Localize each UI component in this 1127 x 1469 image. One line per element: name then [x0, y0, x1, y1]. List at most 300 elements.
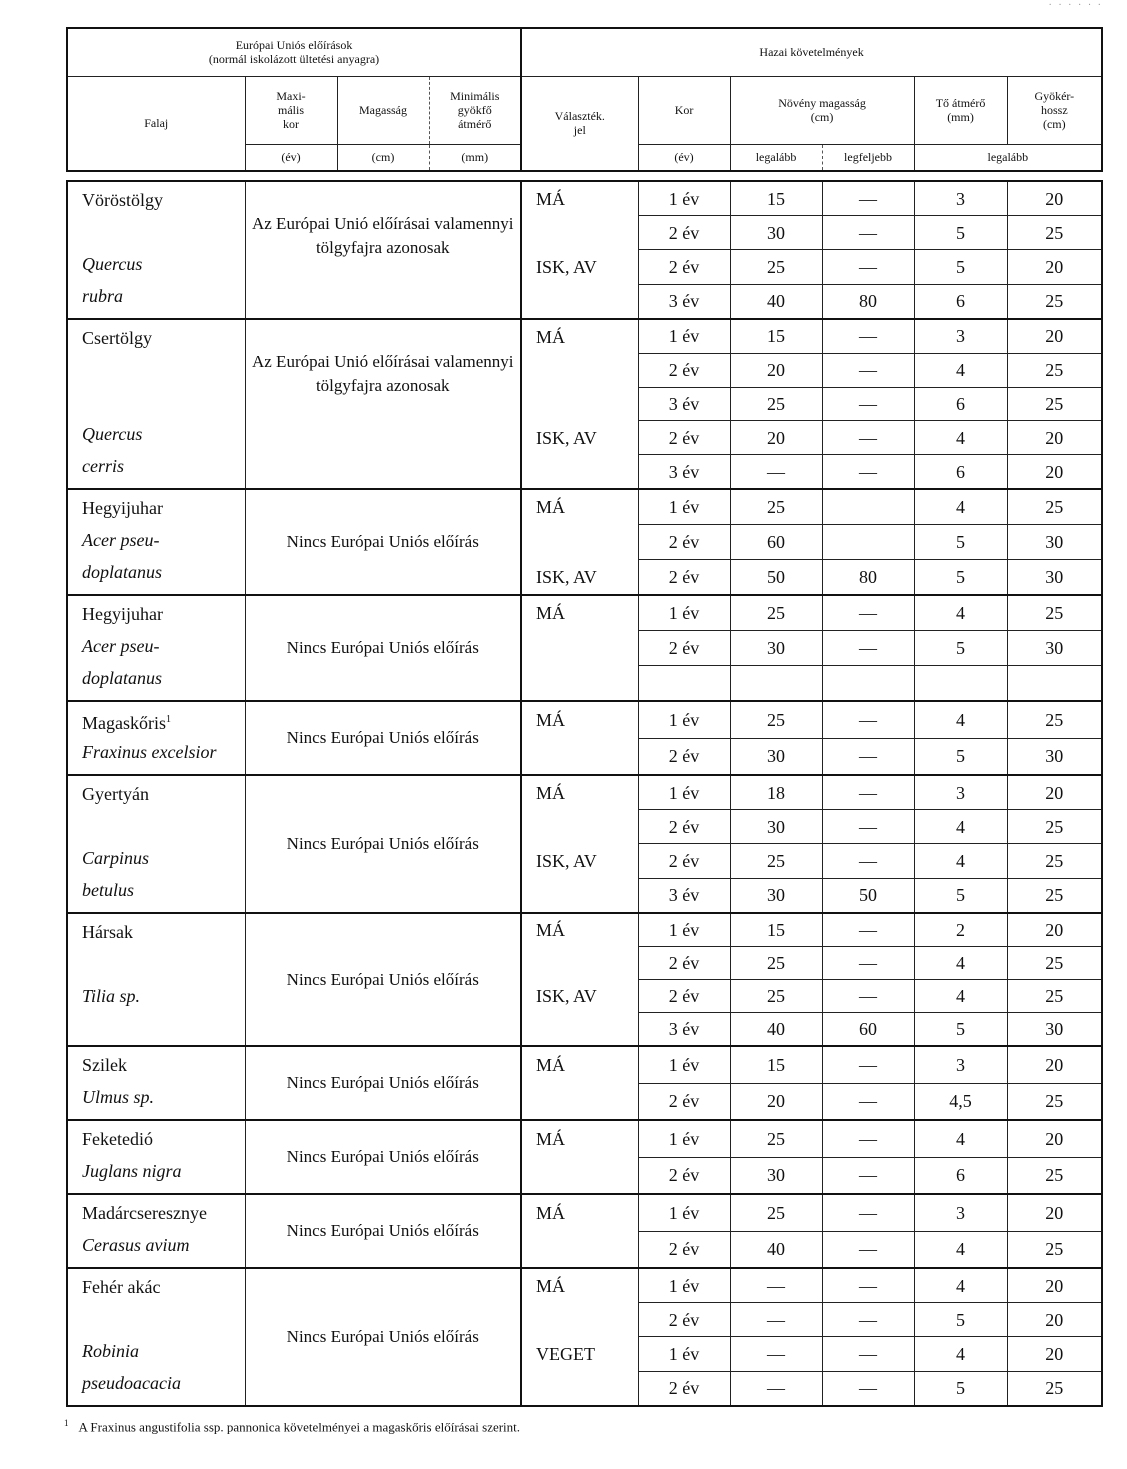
eu-title-cell — [67, 28, 521, 76]
to-atmero-cell: 5 — [914, 559, 1007, 595]
kor-cell: 2 év — [638, 844, 730, 878]
kor-cell: 3 év — [638, 455, 730, 489]
table-row — [67, 775, 1102, 810]
footnote-marker: 1 — [64, 1418, 69, 1428]
max-height-cell — [822, 489, 914, 525]
kor-cell: 1 év — [638, 489, 730, 525]
kor-cell: 2 év — [638, 250, 730, 284]
eu-requirement: Az Európai Unió előírásai valamennyi tölgyfajra azonosak — [245, 181, 521, 319]
name-text: Juglans nigra — [82, 1161, 182, 1181]
to-atmero-cell: 5 — [914, 1013, 1007, 1047]
unit-mm: (mm) — [429, 144, 521, 171]
valasztek-cell — [521, 947, 638, 980]
to-atmero-cell: 4 — [914, 353, 1007, 387]
valasztek-cell: ISK, AV — [521, 421, 638, 455]
max-height-cell: — — [822, 1337, 914, 1371]
latin-name-line — [82, 742, 245, 774]
gyokerhossz-cell: 25 — [1007, 1371, 1102, 1406]
col-min-gyokfo: Minimális gyökfő átmérő — [429, 76, 521, 144]
min-height-cell: 25 — [730, 844, 822, 878]
to-atmero-cell: 4 — [914, 844, 1007, 878]
name-text: Hegyijuhar — [82, 604, 163, 624]
table-row — [67, 1046, 1102, 1083]
valasztek-cell — [521, 525, 638, 560]
latin-name-line — [82, 1373, 245, 1405]
min-height-cell: 25 — [730, 489, 822, 525]
table-body — [66, 180, 1103, 1407]
min-height-cell: — — [730, 1268, 822, 1303]
gyokerhossz-cell: 20 — [1007, 1120, 1102, 1157]
to-atmero-cell: 4 — [914, 595, 1007, 631]
label-legfeljebb: legfeljebb — [822, 144, 914, 171]
max-height-cell: — — [822, 738, 914, 775]
gyokerhossz-cell: 30 — [1007, 631, 1102, 666]
table-row — [67, 181, 1102, 216]
latin-name-line — [82, 986, 245, 1018]
table-rows — [67, 181, 1102, 1406]
unit-ev: (év) — [245, 144, 337, 171]
max-height-cell: — — [822, 1120, 914, 1157]
valasztek-cell: MÁ — [521, 1194, 638, 1231]
latin-name-line — [82, 668, 245, 700]
max-height-cell: — — [822, 250, 914, 284]
name-text: Hársak — [82, 922, 133, 942]
min-height-cell: 30 — [730, 878, 822, 913]
gyokerhossz-cell: 20 — [1007, 913, 1102, 947]
min-height-cell: 15 — [730, 319, 822, 353]
gyokerhossz-cell: 20 — [1007, 1268, 1102, 1303]
to-atmero-cell: 5 — [914, 738, 1007, 775]
corner-marks: · · · · · · — [1048, 0, 1103, 11]
max-height-cell: — — [822, 1268, 914, 1303]
common-name-line — [82, 190, 245, 222]
valasztek-cell — [521, 353, 638, 387]
gyokerhossz-cell: 20 — [1007, 1194, 1102, 1231]
max-height-cell: — — [822, 1303, 914, 1337]
to-atmero-cell: 5 — [914, 216, 1007, 250]
kor-cell: 1 év — [638, 1120, 730, 1157]
latin-name-line — [82, 562, 245, 594]
name-text: Ulmus sp. — [82, 1087, 155, 1107]
max-height-cell: — — [822, 947, 914, 980]
col-valasztek: Választék. jel — [521, 76, 638, 171]
valasztek-cell — [521, 1013, 638, 1047]
min-height-cell: 25 — [730, 1120, 822, 1157]
kor-cell: 2 év — [638, 353, 730, 387]
species-name-cell — [67, 1046, 245, 1120]
table-row — [67, 913, 1102, 947]
kor-cell: 2 év — [638, 559, 730, 595]
eu-requirement: Nincs Európai Uniós előírás — [245, 1268, 521, 1406]
name-text: Szilek — [82, 1055, 127, 1075]
to-atmero-cell: 3 — [914, 319, 1007, 353]
kor-cell: 2 év — [638, 525, 730, 560]
name-text: Csertölgy — [82, 328, 152, 348]
max-height-cell: — — [822, 319, 914, 353]
col-maxi-kor: Maxi- mális kor — [245, 76, 337, 144]
to-atmero-cell: 5 — [914, 878, 1007, 913]
name-text: Madárcseresznye — [82, 1203, 207, 1223]
valasztek-cell — [521, 1083, 638, 1120]
min-height-cell: 25 — [730, 701, 822, 738]
max-height-cell: — — [822, 844, 914, 878]
min-height-cell: 18 — [730, 775, 822, 810]
to-atmero-cell: 4 — [914, 701, 1007, 738]
valasztek-cell — [521, 455, 638, 489]
kor-cell: 2 év — [638, 947, 730, 980]
to-atmero-cell: 5 — [914, 1303, 1007, 1337]
min-height-cell: — — [730, 1371, 822, 1406]
name-text: Hegyijuhar — [82, 498, 163, 518]
valasztek-cell: MÁ — [521, 489, 638, 525]
kor-cell: 1 év — [638, 181, 730, 216]
to-atmero-cell: 4 — [914, 1268, 1007, 1303]
species-name-cell — [67, 181, 245, 319]
valasztek-cell: MÁ — [521, 181, 638, 216]
name-text: Quercus — [82, 424, 143, 444]
to-atmero-cell: 4 — [914, 1120, 1007, 1157]
name-text: doplatanus — [82, 668, 163, 688]
max-height-cell: — — [822, 1046, 914, 1083]
max-height-cell: 50 — [822, 878, 914, 913]
species-name-cell — [67, 489, 245, 595]
min-height-cell: 25 — [730, 387, 822, 421]
eu-requirement: Az Európai Unió előírásai valamennyi tölgyfajra azonosak — [245, 319, 521, 489]
latin-name-line — [82, 424, 245, 456]
min-height-cell: 25 — [730, 250, 822, 284]
name-text: cerris — [82, 456, 124, 476]
valasztek-cell: ISK, AV — [521, 844, 638, 878]
kor-cell: 2 év — [638, 738, 730, 775]
max-height-cell: — — [822, 1194, 914, 1231]
kor-cell: 2 év — [638, 1083, 730, 1120]
kor-cell: 1 év — [638, 1337, 730, 1371]
eu-requirement: Nincs Európai Uniós előírás — [245, 775, 521, 913]
gyokerhossz-cell: 25 — [1007, 353, 1102, 387]
valasztek-cell — [521, 216, 638, 250]
valasztek-cell: MÁ — [521, 595, 638, 631]
gyokerhossz-cell: 20 — [1007, 1303, 1102, 1337]
min-height-cell: 40 — [730, 284, 822, 319]
unit-cm: (cm) — [337, 144, 429, 171]
footnote-text: A Fraxinus angustifolia ssp. pannonica követelményei a magaskőris előírásai szerint. — [78, 1419, 521, 1435]
species-name-cell — [67, 595, 245, 701]
to-atmero-cell: 4 — [914, 980, 1007, 1013]
to-atmero-cell: 4 — [914, 1337, 1007, 1371]
kor-cell: 1 év — [638, 1268, 730, 1303]
eu-title: Európai Uniós előírások — [235, 38, 353, 53]
to-atmero-cell: 4 — [914, 947, 1007, 980]
valasztek-cell: MÁ — [521, 913, 638, 947]
species-name-cell — [67, 1120, 245, 1194]
table-row — [67, 595, 1102, 631]
max-height-cell: — — [822, 1083, 914, 1120]
valasztek-cell — [521, 1157, 638, 1194]
min-height-cell: 25 — [730, 1194, 822, 1231]
gyokerhossz-cell: 30 — [1007, 738, 1102, 775]
latin-name-line — [82, 456, 245, 488]
to-atmero-cell: 3 — [914, 1194, 1007, 1231]
latin-name-line — [82, 1341, 245, 1373]
name-text: pseudoacacia — [82, 1373, 181, 1393]
col-to-atmero: Tő átmérő (mm) — [914, 76, 1007, 144]
gyokerhossz-cell: 20 — [1007, 421, 1102, 455]
kor-cell: 1 év — [638, 1194, 730, 1231]
kor-cell: 2 év — [638, 1303, 730, 1337]
max-height-cell — [822, 665, 914, 701]
max-height-cell: — — [822, 353, 914, 387]
valasztek-cell: MÁ — [521, 775, 638, 810]
latin-name-line — [82, 1087, 245, 1119]
kor-cell: 2 év — [638, 980, 730, 1013]
kor-cell: 2 év — [638, 421, 730, 455]
common-name-line — [82, 392, 245, 424]
kor-cell: 1 év — [638, 913, 730, 947]
common-name-line — [82, 222, 245, 254]
latin-name-line — [82, 254, 245, 286]
latin-name-line — [82, 286, 245, 318]
valasztek-cell: ISK, AV — [521, 980, 638, 1013]
label-legalabb: legalább — [730, 144, 822, 171]
name-text: betulus — [82, 880, 134, 900]
common-name-line — [82, 1309, 245, 1341]
gyokerhossz-cell: 25 — [1007, 844, 1102, 878]
gyokerhossz-cell: 25 — [1007, 701, 1102, 738]
common-name-line — [82, 328, 245, 360]
gyokerhossz-cell: 30 — [1007, 559, 1102, 595]
hazai-title: Hazai követelmények — [521, 28, 1102, 76]
name-text: Robinia — [82, 1341, 139, 1361]
kor-cell: 2 év — [638, 1231, 730, 1268]
valasztek-cell: ISK, AV — [521, 559, 638, 595]
gyokerhossz-cell: 25 — [1007, 595, 1102, 631]
min-height-cell: 30 — [730, 1157, 822, 1194]
gyokerhossz-cell: 30 — [1007, 1013, 1102, 1047]
name-text: Fraxinus excelsior — [82, 742, 217, 762]
gyokerhossz-cell: 20 — [1007, 250, 1102, 284]
common-name-line — [82, 1129, 245, 1161]
name-text: Acer pseu- — [82, 636, 160, 656]
valasztek-cell: VEGET — [521, 1337, 638, 1371]
common-name-line — [82, 816, 245, 848]
kor-cell: 2 év — [638, 631, 730, 666]
gyokerhossz-cell: 25 — [1007, 810, 1102, 844]
name-text: Feketedió — [82, 1129, 153, 1149]
label-legalabb-2: legalább — [914, 144, 1102, 171]
name-text: Acer pseu- — [82, 530, 160, 550]
gyokerhossz-cell: 20 — [1007, 775, 1102, 810]
min-height-cell: 20 — [730, 353, 822, 387]
to-atmero-cell: 4 — [914, 1231, 1007, 1268]
max-height-cell: 60 — [822, 1013, 914, 1047]
name-text: Vöröstölgy — [82, 190, 163, 210]
common-name-line — [82, 710, 245, 742]
common-name-line — [82, 1055, 245, 1087]
valasztek-cell: ISK, AV — [521, 250, 638, 284]
latin-name-line — [82, 530, 245, 562]
to-atmero-cell: 4,5 — [914, 1083, 1007, 1120]
kor-cell: 3 év — [638, 387, 730, 421]
footnote — [64, 1418, 520, 1435]
species-name-cell — [67, 775, 245, 913]
valasztek-cell: MÁ — [521, 701, 638, 738]
col-magassag: Magasság — [337, 76, 429, 144]
common-name-line — [82, 784, 245, 816]
col-noveny-magassag: Növény magasság (cm) — [730, 76, 914, 144]
min-height-cell: 30 — [730, 738, 822, 775]
gyokerhossz-cell: 25 — [1007, 980, 1102, 1013]
table-header — [66, 27, 1103, 172]
to-atmero-cell: 5 — [914, 250, 1007, 284]
min-height-cell: 60 — [730, 525, 822, 560]
species-name-cell — [67, 1268, 245, 1406]
name-text: Fehér akác — [82, 1277, 161, 1297]
valasztek-cell — [521, 665, 638, 701]
species-name-cell — [67, 319, 245, 489]
to-atmero-cell: 6 — [914, 455, 1007, 489]
max-height-cell: — — [822, 216, 914, 250]
name-text: Magaskőris — [82, 713, 166, 733]
table-row — [67, 1268, 1102, 1303]
max-height-cell: — — [822, 181, 914, 216]
name-text: Tilia sp. — [82, 986, 141, 1006]
latin-name-line — [82, 636, 245, 668]
valasztek-cell — [521, 1303, 638, 1337]
min-height-cell: 20 — [730, 421, 822, 455]
eu-requirement: Nincs Európai Uniós előírás — [245, 595, 521, 701]
max-height-cell — [822, 525, 914, 560]
species-name-cell — [67, 1194, 245, 1268]
gyokerhossz-cell: 20 — [1007, 455, 1102, 489]
to-atmero-cell — [914, 665, 1007, 701]
to-atmero-cell: 3 — [914, 181, 1007, 216]
min-height-cell: 50 — [730, 559, 822, 595]
min-height-cell: 15 — [730, 913, 822, 947]
valasztek-cell — [521, 284, 638, 319]
valasztek-cell: MÁ — [521, 319, 638, 353]
valasztek-cell — [521, 387, 638, 421]
common-name-line — [82, 954, 245, 986]
valasztek-cell: MÁ — [521, 1268, 638, 1303]
min-height-cell: 30 — [730, 810, 822, 844]
gyokerhossz-cell: 25 — [1007, 489, 1102, 525]
gyokerhossz-cell: 25 — [1007, 1231, 1102, 1268]
to-atmero-cell: 3 — [914, 775, 1007, 810]
min-height-cell: — — [730, 1337, 822, 1371]
eu-requirement: Nincs Európai Uniós előírás — [245, 1194, 521, 1268]
to-atmero-cell: 2 — [914, 913, 1007, 947]
min-height-cell — [730, 665, 822, 701]
max-height-cell: — — [822, 1157, 914, 1194]
latin-name-line — [82, 848, 245, 880]
valasztek-cell — [521, 631, 638, 666]
col-gyokerhossz: Gyökér- hossz (cm) — [1007, 76, 1102, 144]
gyokerhossz-cell: 30 — [1007, 525, 1102, 560]
max-height-cell: 80 — [822, 284, 914, 319]
kor-cell: 2 év — [638, 1371, 730, 1406]
gyokerhossz-cell: 20 — [1007, 319, 1102, 353]
gyokerhossz-cell: 25 — [1007, 947, 1102, 980]
table-row — [67, 1194, 1102, 1231]
to-atmero-cell: 6 — [914, 1157, 1007, 1194]
eu-requirement: Nincs Európai Uniós előírás — [245, 701, 521, 775]
max-height-cell: — — [822, 701, 914, 738]
table-row — [67, 1120, 1102, 1157]
min-height-cell: — — [730, 1303, 822, 1337]
max-height-cell: — — [822, 595, 914, 631]
to-atmero-cell: 4 — [914, 421, 1007, 455]
latin-name-line — [82, 1161, 245, 1193]
min-height-cell: 20 — [730, 1083, 822, 1120]
table-row — [67, 701, 1102, 738]
to-atmero-cell: 6 — [914, 284, 1007, 319]
name-text: doplatanus — [82, 562, 163, 582]
to-atmero-cell: 4 — [914, 810, 1007, 844]
gyokerhossz-cell: 20 — [1007, 181, 1102, 216]
table-row — [67, 489, 1102, 525]
to-atmero-cell: 6 — [914, 387, 1007, 421]
max-height-cell: — — [822, 810, 914, 844]
kor-cell: 1 év — [638, 319, 730, 353]
valasztek-cell — [521, 810, 638, 844]
eu-requirement: Nincs Európai Uniós előírás — [245, 1120, 521, 1194]
max-height-cell: — — [822, 980, 914, 1013]
min-height-cell: 25 — [730, 947, 822, 980]
name-text: rubra — [82, 286, 124, 306]
min-height-cell: 25 — [730, 980, 822, 1013]
gyokerhossz-cell: 25 — [1007, 284, 1102, 319]
valasztek-cell — [521, 878, 638, 913]
min-height-cell: — — [730, 455, 822, 489]
min-height-cell: 15 — [730, 1046, 822, 1083]
common-name-line — [82, 1277, 245, 1309]
gyokerhossz-cell: 20 — [1007, 1046, 1102, 1083]
common-name-line — [82, 1203, 245, 1235]
eu-subtitle: (normál iskolázott ültetési anyagra) — [208, 52, 380, 67]
name-text: Carpinus — [82, 848, 150, 868]
kor-cell — [638, 665, 730, 701]
min-height-cell: 30 — [730, 216, 822, 250]
valasztek-cell — [521, 1371, 638, 1406]
gyokerhossz-cell — [1007, 665, 1102, 701]
col-kor: Kor — [638, 76, 730, 144]
valasztek-cell — [521, 1231, 638, 1268]
kor-cell: 2 év — [638, 216, 730, 250]
common-name-line — [82, 498, 245, 530]
eu-requirement: Nincs Európai Uniós előírás — [245, 489, 521, 595]
kor-cell: 3 év — [638, 878, 730, 913]
kor-cell: 1 év — [638, 775, 730, 810]
gyokerhossz-cell: 20 — [1007, 1337, 1102, 1371]
name-text: Cerasus avium — [82, 1235, 190, 1255]
kor-cell: 2 év — [638, 1157, 730, 1194]
max-height-cell: — — [822, 1231, 914, 1268]
to-atmero-cell: 5 — [914, 1371, 1007, 1406]
min-height-cell: 15 — [730, 181, 822, 216]
kor-cell: 3 év — [638, 1013, 730, 1047]
max-height-cell: — — [822, 455, 914, 489]
gyokerhossz-cell: 25 — [1007, 1083, 1102, 1120]
max-height-cell: — — [822, 631, 914, 666]
min-height-cell: 40 — [730, 1231, 822, 1268]
to-atmero-cell: 4 — [914, 489, 1007, 525]
kor-cell: 3 év — [638, 284, 730, 319]
gyokerhossz-cell: 25 — [1007, 387, 1102, 421]
valasztek-cell — [521, 738, 638, 775]
min-height-cell: 40 — [730, 1013, 822, 1047]
to-atmero-cell: 5 — [914, 525, 1007, 560]
name-text: Quercus — [82, 254, 143, 274]
